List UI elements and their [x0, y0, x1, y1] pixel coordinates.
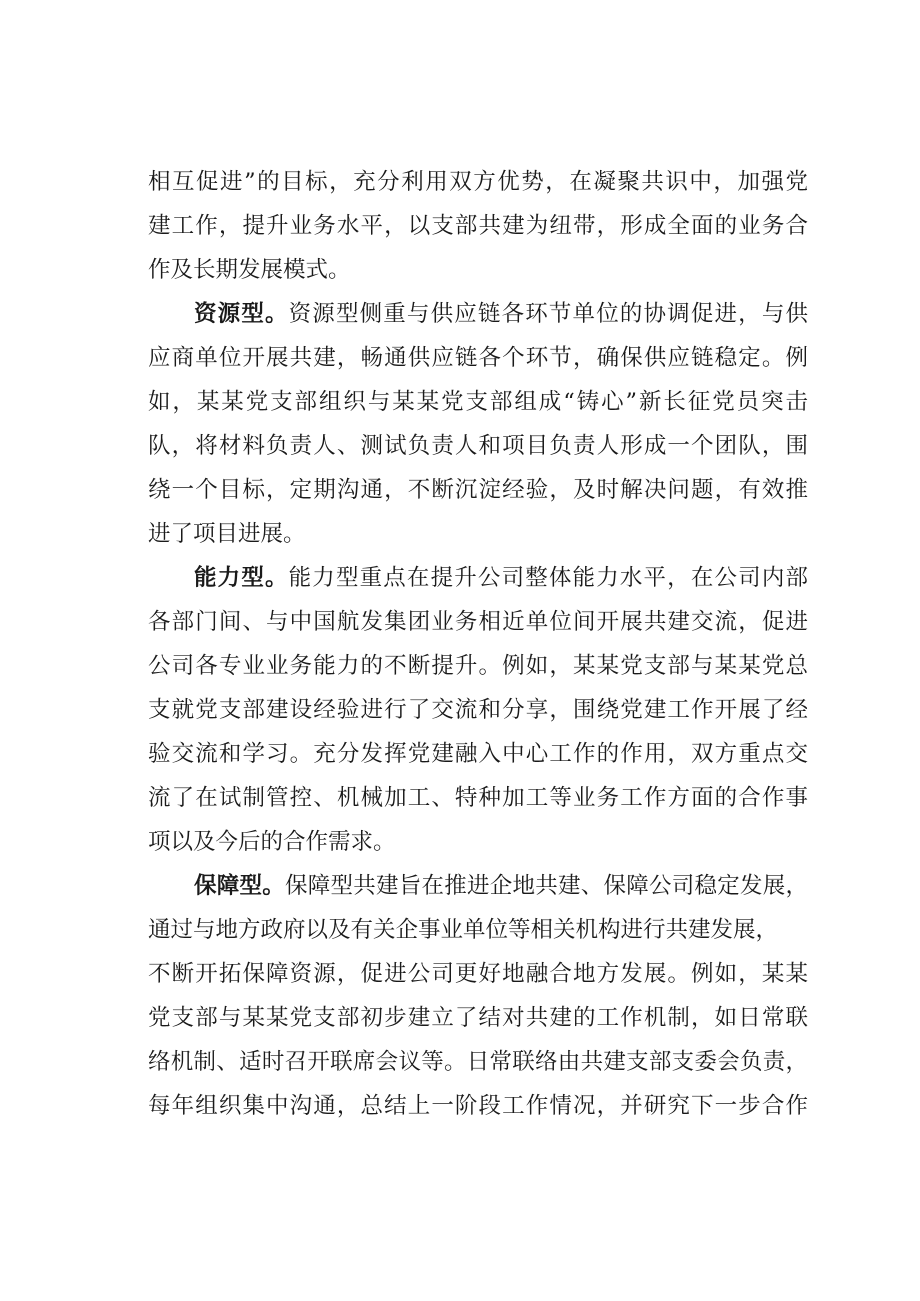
text-line: 验交流和学习。充分发挥党建融入中心工作的作用，双方重点交: [148, 741, 808, 767]
text-line: 不断开拓保障资源，促进公司更好地融合地方发展。例如，某某: [148, 961, 808, 987]
text-line: 流了在试制管控、机械加工、特种加工等业务工作方面的合作事: [148, 785, 808, 811]
text-line: 党支部与某某党支部初步建立了结对共建的工作机制，如日常联: [148, 1005, 808, 1031]
text-line: 各部门间、与中国航发集团业务相近单位间开展共建交流，促进: [148, 609, 808, 635]
text-line: [148, 292, 808, 336]
document-body: [148, 160, 808, 1128]
text-line: [148, 864, 808, 908]
text-line: 每年组织集中沟通，总结上一阶段工作情况，并研究下一步合作: [148, 1093, 808, 1119]
text-line: 公司各专业业务能力的不断提升。例如，某某党支部与某某党总: [148, 653, 808, 679]
text-line: 建工作，提升业务水平，以支部共建为纽带，形成全面的业务合: [148, 213, 808, 239]
text-line: 络机制、适时召开联席会议等。日常联络由共建支部支委会负责，: [148, 1049, 808, 1075]
paragraph-heading: 能力型。: [194, 565, 289, 591]
text-line: 应商单位开展共建，畅通供应链各个环节，确保供应链稳定。例: [148, 345, 808, 371]
text-line-body: 能力型重点在提升公司整体能力水平，在公司内部: [288, 565, 808, 591]
text-line: 支就党支部建设经验进行了交流和分享，围绕党建工作开展了经: [148, 697, 808, 723]
text-line: 相互促进”的目标，充分利用双方优势，在凝聚共识中，加强党: [148, 169, 808, 195]
text-line: 项以及今后的合作需求。: [148, 829, 396, 855]
text-line: 队，将材料负责人、测试负责人和项目负责人形成一个团队，围: [148, 433, 808, 459]
text-line-body: 资源型侧重与供应链各环节单位的协调促进，与供: [288, 301, 808, 327]
text-line: 绕一个目标，定期沟通，不断沉淀经验，及时解决问题，有效推: [148, 477, 808, 503]
paragraph-heading: 资源型。: [194, 301, 289, 327]
paragraph-resource-type: [148, 292, 808, 556]
text-line: 作及长期发展模式。: [148, 257, 351, 283]
text-line: 如，某某党支部组织与某某党支部组成“铸心”新长征党员突击: [148, 389, 808, 415]
paragraph-guarantee-type: [148, 864, 808, 1128]
text-line: 通过与地方政府以及有关企事业单位等相关机构进行共建发展，: [148, 917, 779, 943]
text-line: [148, 556, 808, 600]
text-line-body: 保障型共建旨在推进企地共建、保障公司稳定发展，: [285, 873, 808, 899]
paragraph-intro: [148, 160, 808, 292]
paragraph-heading: 保障型。: [194, 873, 285, 899]
text-line: 进了项目进展。: [148, 521, 306, 547]
paragraph-capability-type: [148, 556, 808, 864]
